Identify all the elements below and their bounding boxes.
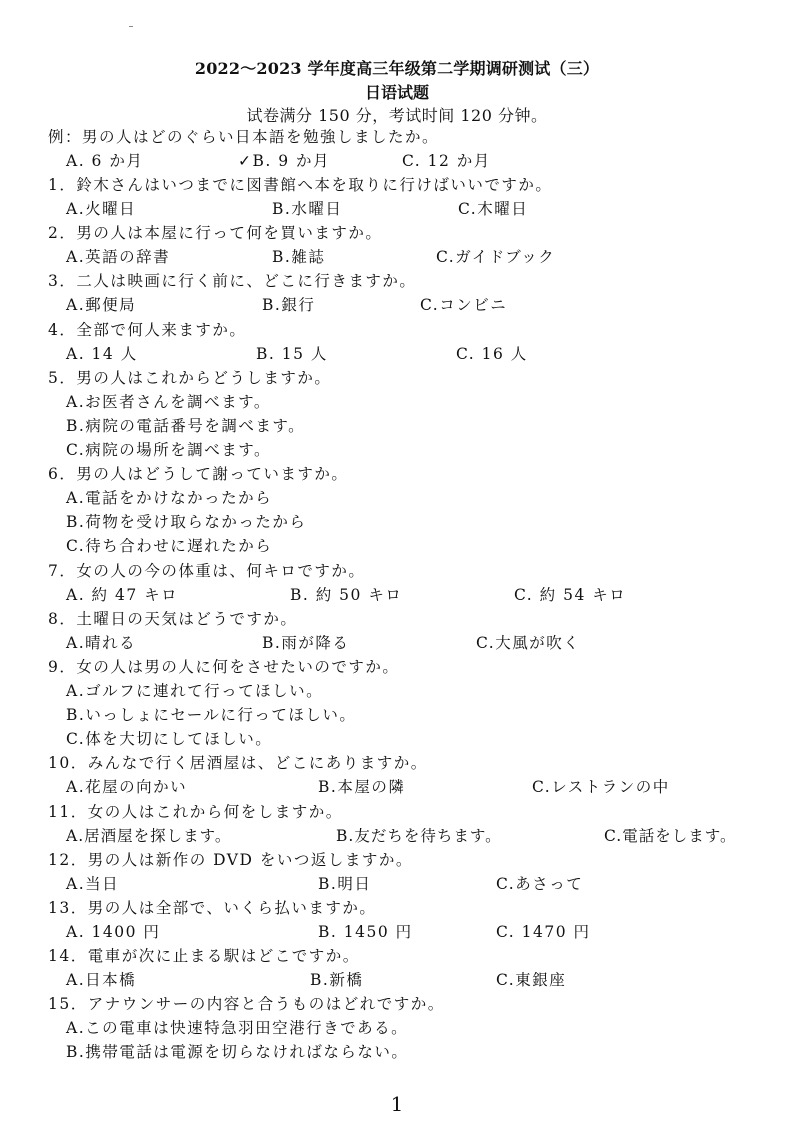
question-2: 2．男の人は本屋に行って何を買いますか。 (48, 224, 383, 242)
example-option-a: A. 6 か月 (66, 152, 144, 170)
exam-info: 试卷满分 150 分，考试时间 120 分钟。 (246, 106, 548, 125)
question-13: 13．男の人は全部で、いくら払いますか。 (48, 899, 377, 917)
option-c: C.大風が吹く (476, 634, 581, 652)
question-7: 7．女の人の今の体重は、何キロですか。 (48, 562, 366, 580)
option-c: C.レストランの中 (532, 778, 670, 796)
option-b-text: B.荷物を受け取らなかったから (66, 513, 307, 531)
option-b-text: B.携帯電話は電源を切らなければならない。 (66, 1043, 409, 1061)
page-number: 1 (390, 1092, 404, 1116)
example-option-b-checked: ✓B. 9 か月 (238, 152, 331, 170)
option-c-text: C.病院の場所を調べます。 (66, 441, 271, 459)
option-b: B.銀行 (262, 296, 316, 314)
option-b: B.雨が降る (262, 634, 350, 652)
question-10: 10．みんなで行く居酒屋は、どこにありますか。 (48, 754, 428, 772)
question-15: 15．アナウンサーの内容と合うものはどれですか。 (48, 995, 445, 1013)
exam-title: 2022～2023 学年度高三年级第二学期调研测试（三） (194, 59, 600, 78)
option-b-text: B.病院の電話番号を調べます。 (66, 417, 306, 435)
question-14: 14．電車が次に止まる駅はどこですか。 (48, 947, 360, 965)
option-b: B. 約 50 キロ (290, 586, 403, 604)
option-b: B.水曜日 (272, 200, 343, 218)
option-c: C.東銀座 (496, 971, 567, 989)
option-a-text: A.お医者さんを調べます。 (66, 393, 271, 411)
option-a-text: A.ゴルフに連れて行ってほしい。 (66, 682, 324, 700)
option-a: A.火曜日 (66, 200, 137, 218)
option-a: A.当日 (66, 875, 120, 893)
option-a: A.花屋の向かい (66, 778, 188, 796)
example-question: 例：男の人はどのぐらい日本語を勉強しましたか。 (48, 128, 440, 146)
option-c-text: C.体を大切にしてほしい。 (66, 730, 273, 748)
option-c: C. 約 54 キロ (514, 586, 627, 604)
scan-mark (129, 26, 133, 27)
question-6: 6．男の人はどうして謝っていますか。 (48, 465, 349, 483)
option-c: C.コンビニ (420, 296, 508, 314)
option-a: A. 1400 円 (66, 923, 161, 941)
option-a: A.居酒屋を探します。 (66, 827, 232, 845)
option-c-text: C.待ち合わせに遅れたから (66, 537, 273, 555)
option-b: B.明日 (318, 875, 372, 893)
example-option-c: C. 12 か月 (402, 152, 491, 170)
question-5: 5．男の人はこれからどうしますか。 (48, 369, 332, 387)
option-b-text: B.いっしょにセールに行ってほしい。 (66, 706, 357, 724)
question-1: 1．鈴木さんはいつまでに図書館へ本を取りに行けばいいですか。 (48, 176, 553, 194)
option-b: B.新橋 (310, 971, 364, 989)
option-c: C.電話をします。 (604, 827, 737, 845)
option-a: A.晴れる (66, 634, 137, 652)
option-b: B. 15 人 (256, 345, 328, 363)
option-a: A.英語の辞書 (66, 248, 171, 266)
option-b: B.友だちを待ちます。 (336, 827, 502, 845)
question-8: 8．土曜日の天気はどうですか。 (48, 610, 298, 628)
option-c: C. 1470 円 (496, 923, 591, 941)
option-a-text: A.この電車は快速特急羽田空港行きである。 (66, 1019, 409, 1037)
option-a: A.日本橋 (66, 971, 137, 989)
option-b: B.本屋の隣 (318, 778, 406, 796)
exam-subject: 日语试题 (364, 83, 429, 102)
option-b: B. 1450 円 (318, 923, 413, 941)
option-b: B.雑誌 (272, 248, 326, 266)
option-a: A. 14 人 (66, 345, 138, 363)
question-3: 3．二人は映画に行く前に、どこに行きますか。 (48, 272, 417, 290)
question-12: 12．男の人は新作の DVD をいつ返しますか。 (48, 851, 413, 869)
option-a: A.郵便局 (66, 296, 137, 314)
option-a: A. 約 47 キロ (66, 586, 179, 604)
question-9: 9．女の人は男の人に何をさせたいのですか。 (48, 658, 400, 676)
option-c: C.あさって (496, 875, 584, 893)
option-a-text: A.電話をかけなかったから (66, 489, 273, 507)
option-c: C.ガイドブック (436, 248, 556, 266)
option-c: C.木曜日 (458, 200, 529, 218)
question-4: 4．全部で何人来ますか。 (48, 321, 247, 339)
question-11: 11．女の人はこれから何をしますか。 (48, 803, 343, 821)
option-c: C. 16 人 (456, 345, 528, 363)
